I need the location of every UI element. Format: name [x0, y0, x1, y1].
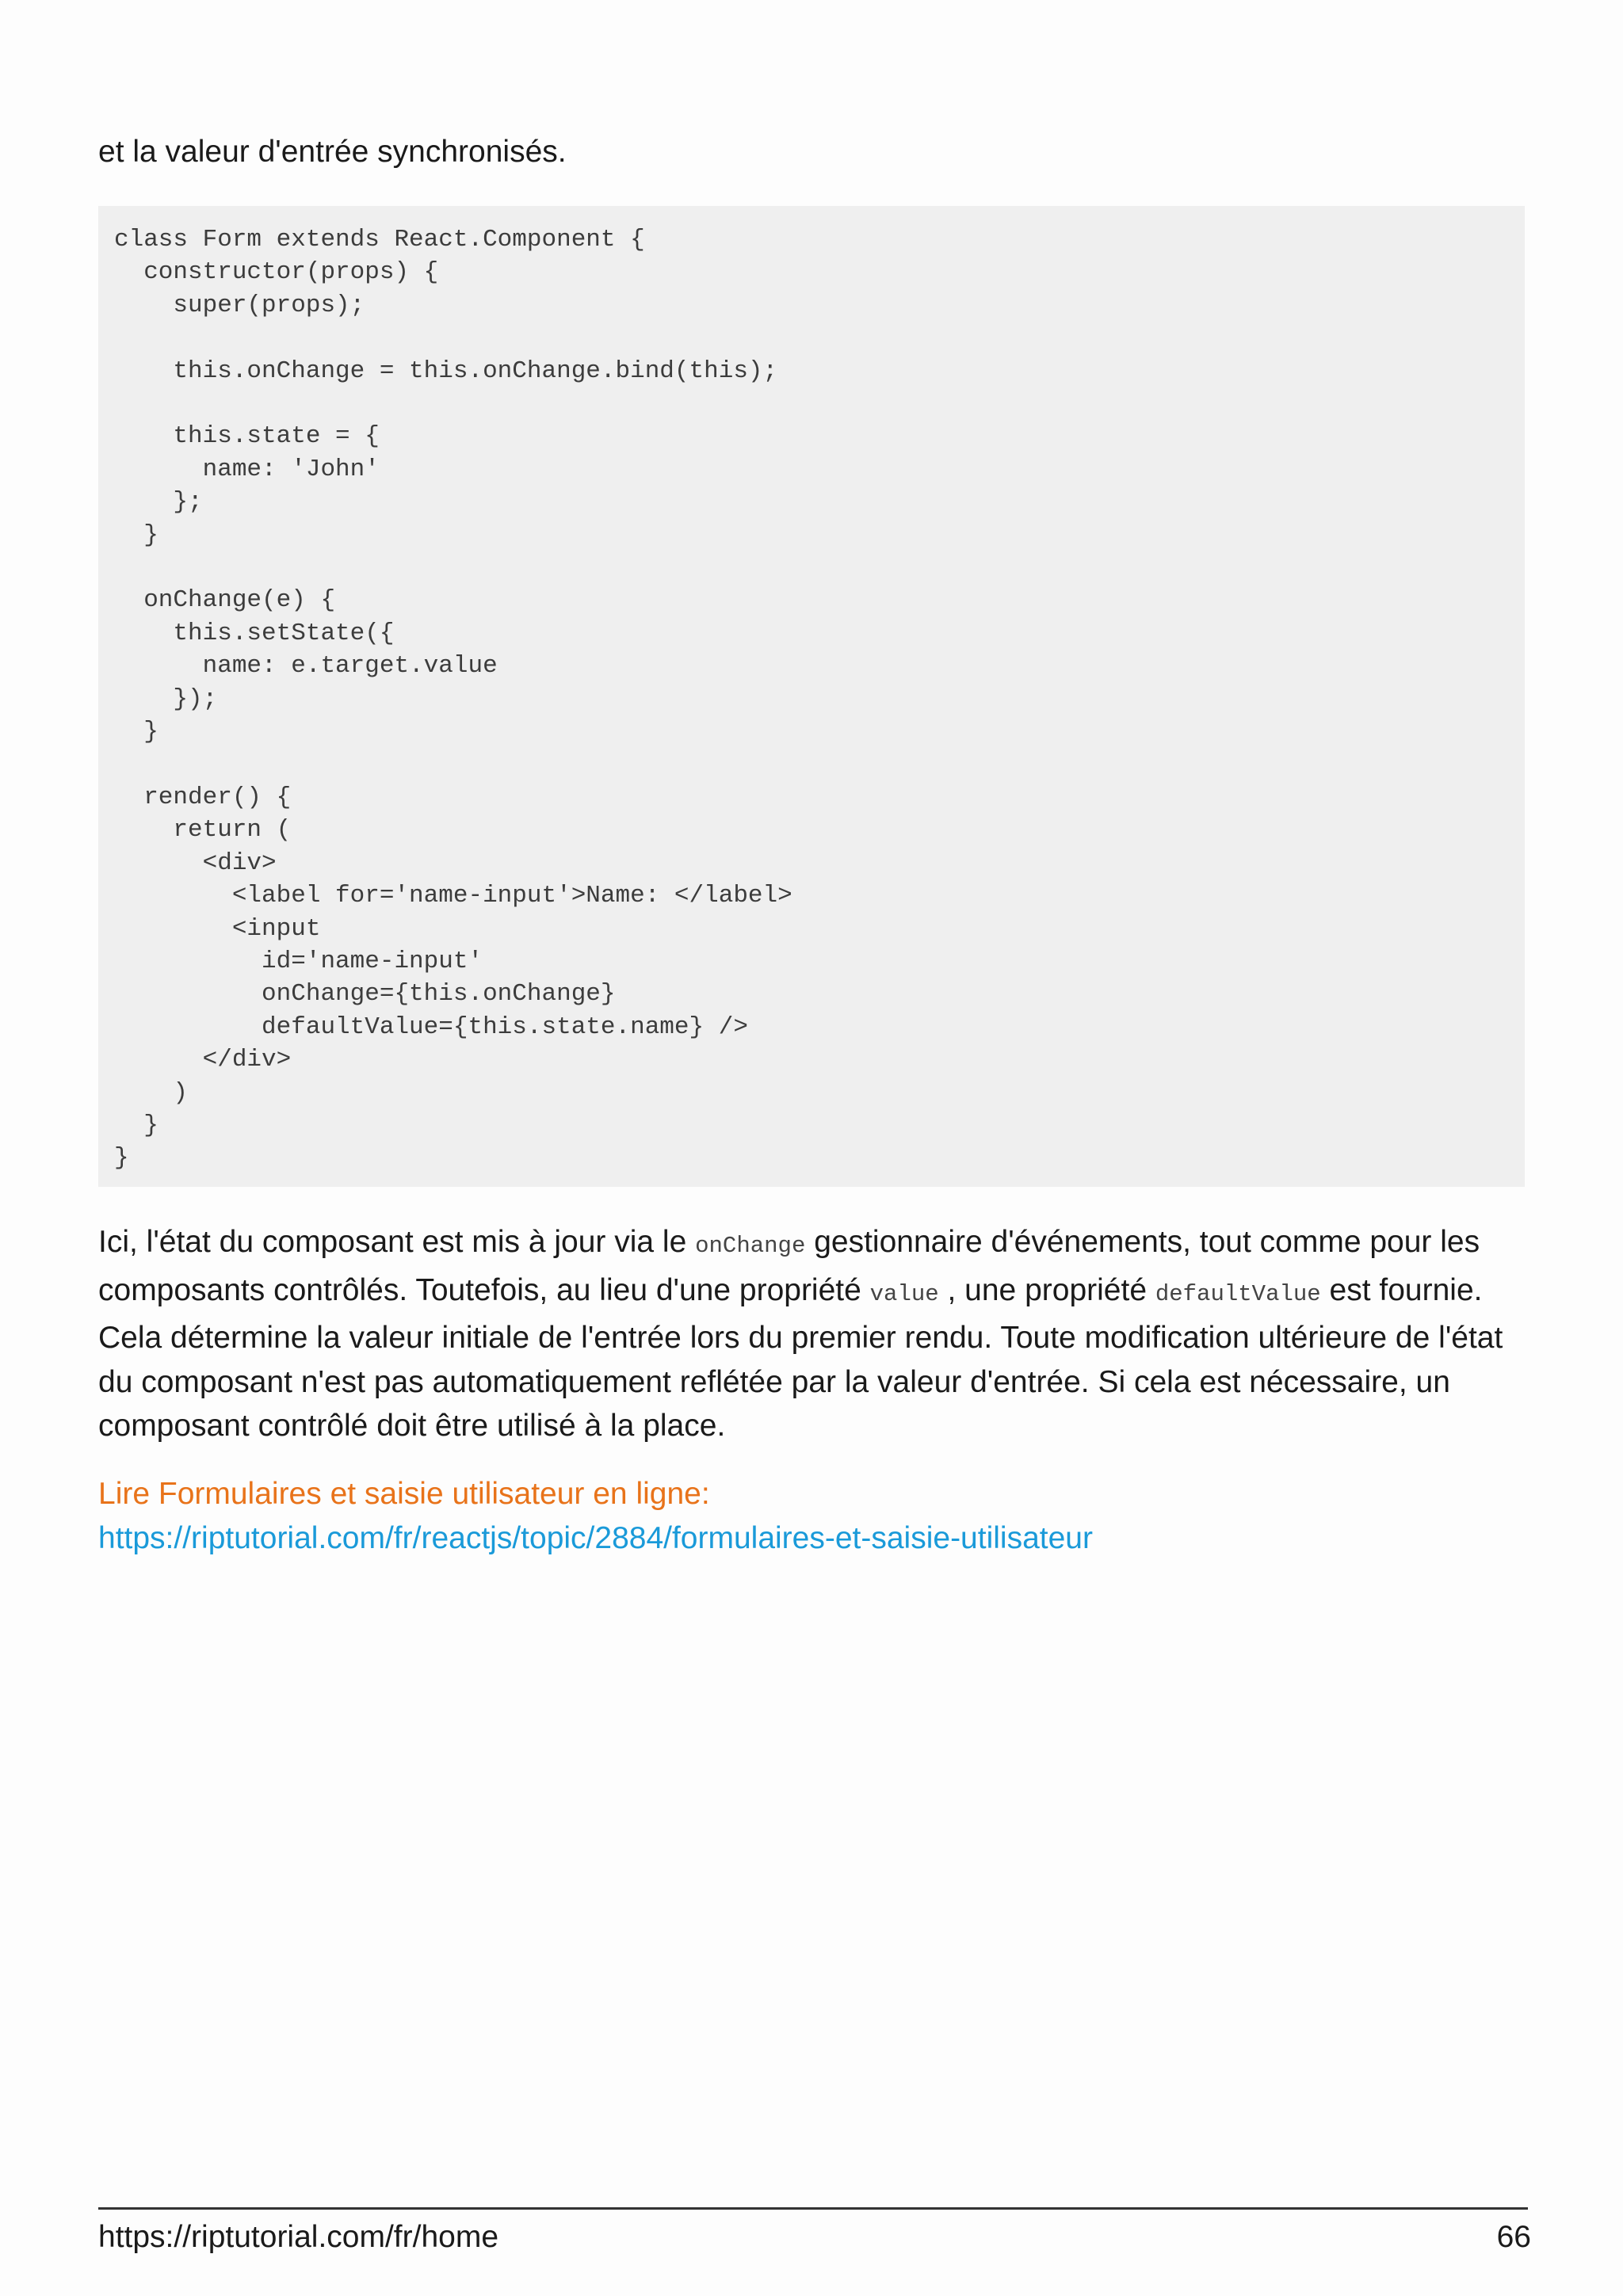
code-block [98, 206, 1525, 1187]
paragraph-text-4: est fournie. Cela détermine la valeur initiale de l'entrée lors du premier rendu. Toute modification ultérieure de l'état du composant n'est pas automatiquement reflétée par la valeur d'entrée. Si cela est nécessaire, un composant contrôlé doit être utilisé à la place. [98, 1272, 1503, 1443]
footer-divider [98, 2207, 1528, 2210]
read-more-section [98, 1472, 1093, 1561]
inline-code-onchange: onChange [695, 1233, 806, 1259]
page-number: 66 [1496, 2220, 1531, 2254]
read-more-label: Lire Formulaires et saisie utilisateur en ligne: [98, 1477, 710, 1511]
paragraph-text-2: gestionnaire d'événements, tout comme pour les composants contrôlés. Toutefois, au lieu d'une propriété [98, 1225, 1480, 1307]
code-content: class Form extends React.Component { constructor(props) { super(props); this.onChange = this.onChange.bind(this); this.state = { name: 'John' }; } onChange(e) { this.setState({ name: e.target.value }); } render() { return ( <div> <label for='name-input'>Name: </label> <input id='name-input' onChange={this.onChange} defaultValue={this.state.name} /> </div> ) } } [114, 226, 792, 1173]
paragraph-text-3: , une propriété [938, 1272, 1155, 1307]
topic-link[interactable]: https://riptutorial.com/fr/reactjs/topic/2884/formulaires-et-saisie-utilisateur [98, 1521, 1093, 1555]
body-paragraph [98, 1220, 1533, 1448]
intro-text: et la valeur d'entrée synchronisés. [98, 135, 567, 169]
inline-code-defaultvalue: defaultValue [1155, 1280, 1321, 1307]
paragraph-text-1: Ici, l'état du composant est mis à jour via le [98, 1225, 696, 1259]
inline-code-value: value [869, 1280, 939, 1307]
footer-url: https://riptutorial.com/fr/home [98, 2220, 499, 2254]
